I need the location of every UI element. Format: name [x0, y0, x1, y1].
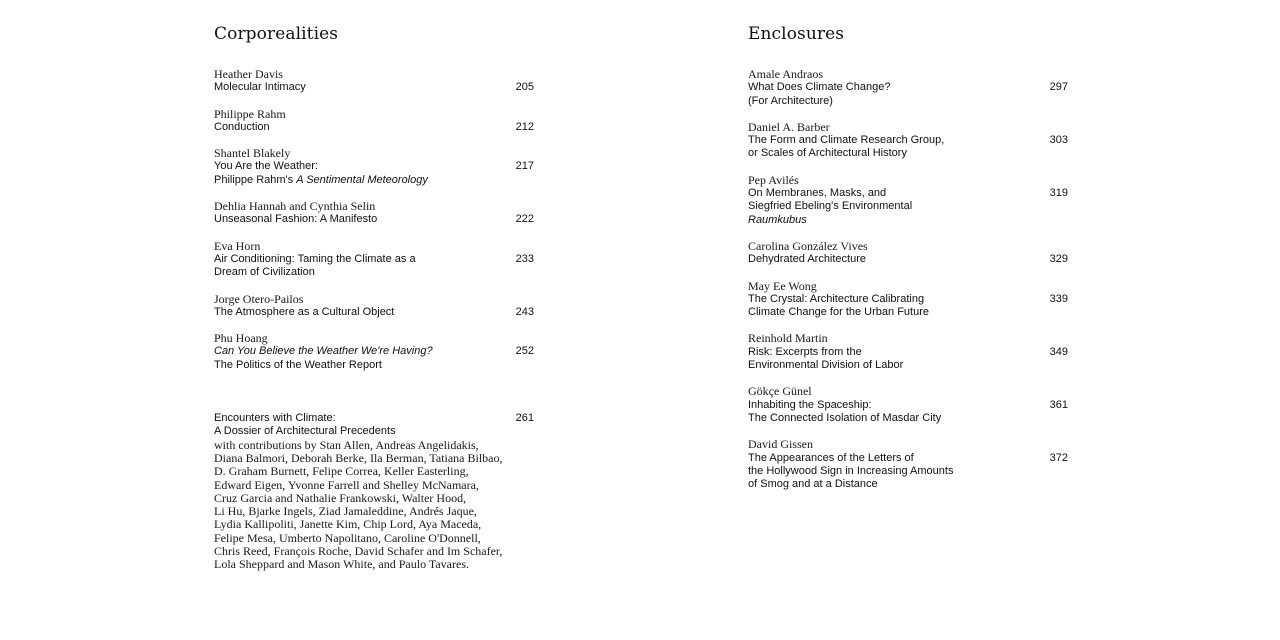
- contributors-line: D. Graham Burnett, Felipe Correa, Keller Easterling,: [214, 464, 469, 479]
- entry-title-line: Siegfried Ebeling's Environmental: [748, 200, 913, 213]
- contributors-line: Felipe Mesa, Umberto Napolitano, Caroline O'Donnell,: [214, 530, 481, 545]
- entry-page-number: 349: [1049, 345, 1068, 358]
- entry-page-number: 319: [1049, 187, 1068, 200]
- entry-title-line: or Scales of Architectural History: [748, 147, 907, 160]
- toc-column-left: [214, 68, 544, 585]
- entry-title-line: (For Architecture): [748, 94, 833, 107]
- entry-author: Heather Davis: [214, 67, 283, 81]
- entry-author: Daniel A. Barber: [748, 119, 830, 134]
- entry-title-line: The Form and Climate Research Group,: [748, 134, 945, 147]
- entry-author: Jorge Otero-Pailos: [214, 291, 304, 306]
- toc-entry[interactable]: [748, 332, 1078, 372]
- contributors-line: Li Hu, Bjarke Ingels, Ziad Jamaleddine, Andrés Jaque,: [214, 504, 477, 519]
- entry-author: David Gissen: [748, 437, 813, 452]
- entry-page-number: 222: [515, 213, 534, 226]
- entry-page-number: 212: [515, 120, 534, 133]
- entry-page-number: 252: [515, 345, 534, 358]
- toc-entry[interactable]: [214, 68, 544, 95]
- entry-title-line: Inhabiting the Spaceship:: [748, 398, 872, 411]
- toc-entry[interactable]: [748, 240, 1078, 267]
- entry-title-line: The Crystal: Architecture Calibrating: [748, 292, 925, 305]
- contributors-line: Lola Sheppard and Mason White, and Paulo Tavares.: [214, 557, 469, 572]
- contributors-list: [214, 439, 504, 572]
- entry-title-line: of Smog and at a Distance: [748, 478, 878, 491]
- entry-title-line: What Does Climate Change?: [748, 81, 891, 94]
- entry-page-number: 297: [1049, 81, 1068, 94]
- toc-entry[interactable]: [748, 438, 1078, 491]
- contributors-line: Edward Eigen, Yvonne Farrell and Shelley McNamara,: [214, 477, 479, 492]
- entry-author: Dehlia Hannah and Cynthia Selin: [214, 199, 376, 214]
- entry-author: May Ee Wong: [748, 278, 817, 293]
- contributors-line: Chris Reed, François Roche, David Schafer and Im Schafer,: [214, 544, 503, 559]
- entry-title-line: A Dossier of Architectural Precedents: [214, 425, 396, 438]
- entry-title-line: Air Conditioning: Taming the Climate as a: [214, 252, 416, 265]
- toc-entry[interactable]: [214, 147, 544, 187]
- entry-page-number: 361: [1049, 398, 1068, 411]
- toc-entry[interactable]: [748, 385, 1078, 425]
- contributors-line: Lydia Kallipoliti, Janette Kim, Chip Lord, Aya Maceda,: [214, 517, 482, 532]
- entry-page-number: 329: [1049, 253, 1068, 266]
- toc-entry[interactable]: [748, 68, 1078, 108]
- entry-title-italic: Can You Believe the Weather We're Having?: [214, 345, 433, 358]
- entry-page-number: 303: [1049, 134, 1068, 147]
- entry-title: Unseasonal Fashion: A Manifesto: [214, 213, 378, 226]
- toc-entry[interactable]: [214, 293, 544, 320]
- entry-page-number: 205: [515, 81, 534, 94]
- entry-page-number: 372: [1049, 451, 1068, 464]
- toc-entry[interactable]: [748, 280, 1078, 320]
- entry-author: Phu Hoang: [214, 331, 268, 346]
- entry-author: Carolina González Vives: [748, 238, 868, 253]
- entry-author: Shantel Blakely: [214, 146, 291, 161]
- entry-title-line: Risk: Excerpts from the: [748, 345, 862, 358]
- toc-entry[interactable]: [748, 121, 1078, 161]
- entry-title: Dehydrated Architecture: [748, 253, 867, 266]
- entry-title-line: Climate Change for the Urban Future: [748, 306, 929, 319]
- entry-title-line: The Appearances of the Letters of: [748, 451, 914, 464]
- entry-title: Conduction: [214, 120, 270, 133]
- entry-title-line: Encounters with Climate:: [214, 412, 336, 425]
- entry-title-line: Dream of Civilization: [214, 266, 315, 279]
- toc-entry[interactable]: [214, 200, 544, 227]
- toc-entry[interactable]: [748, 174, 1078, 227]
- entry-title-line: the Hollywood Sign in Increasing Amounts: [748, 464, 954, 477]
- entry-page-number: 217: [515, 160, 534, 173]
- toc-entry[interactable]: [214, 240, 544, 280]
- entry-author: Philippe Rahm: [214, 106, 286, 121]
- toc-entry-dossier[interactable]: [214, 412, 544, 572]
- entry-author: Gökçe Günel: [748, 384, 812, 399]
- section-heading-enclosures: Enclosures: [748, 24, 845, 44]
- entry-page-number: 243: [515, 305, 534, 318]
- entry-title-line: You Are the Weather:: [214, 160, 318, 173]
- entry-title-line: The Politics of the Weather Report: [214, 358, 382, 371]
- entry-title: The Atmosphere as a Cultural Object: [214, 305, 395, 318]
- section-heading-corporealities: Corporealities: [214, 24, 339, 44]
- entry-page-number: 339: [1049, 292, 1068, 305]
- contributors-line: with contributions by Stan Allen, Andreas Angelidakis,: [214, 437, 479, 452]
- entry-title-line: Environmental Division of Labor: [748, 359, 904, 372]
- toc-column-right: [748, 68, 1078, 504]
- toc-entry[interactable]: [214, 108, 544, 135]
- contributors-line: Diana Balmori, Deborah Berke, Ila Berman, Tatiana Bilbao,: [214, 450, 503, 465]
- entry-author: Pep Avilés: [748, 172, 799, 187]
- entry-title-italic: Raumkubus: [748, 213, 807, 226]
- entry-title-italic: A Sentimental Meteorology: [296, 173, 428, 186]
- toc-entry[interactable]: [214, 332, 544, 372]
- entry-author: Reinhold Martin: [748, 331, 828, 346]
- contributors-line: Cruz Garcia and Nathalie Frankowski, Walter Hood,: [214, 490, 467, 505]
- entry-title-line: On Membranes, Masks, and: [748, 187, 887, 200]
- entry-title-prefix: Philippe Rahm's: [214, 173, 297, 186]
- entry-title: Molecular Intimacy: [214, 81, 306, 94]
- entry-author: Eva Horn: [214, 238, 261, 253]
- entry-page-number: 261: [515, 412, 534, 425]
- entry-author: Amale Andraos: [748, 67, 823, 81]
- entry-title-line: The Connected Isolation of Masdar City: [748, 411, 942, 424]
- entry-title-line: [214, 174, 504, 187]
- entry-page-number: 233: [515, 252, 534, 265]
